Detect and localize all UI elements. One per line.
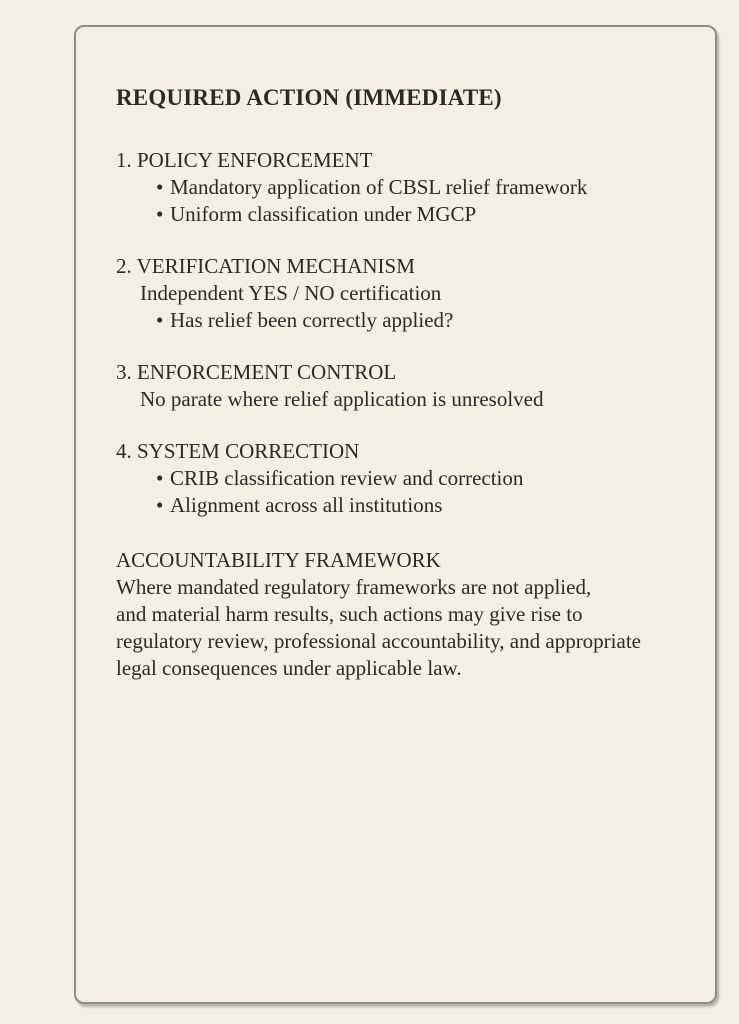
- section-heading: 4. SYSTEM CORRECTION: [116, 439, 360, 463]
- section-system-correction: [116, 438, 687, 519]
- section-enforcement-control: [116, 359, 687, 413]
- paragraph-line: and material harm results, such actions may give rise to: [116, 602, 583, 626]
- section-heading: 3. ENFORCEMENT CONTROL: [116, 360, 397, 384]
- bullet-text: Uniform classification under MGCP: [170, 202, 477, 226]
- section-policy-enforcement: [116, 147, 687, 228]
- section-accountability-framework: [116, 547, 687, 682]
- paragraph-line: legal consequences under applicable law.: [116, 656, 462, 680]
- bullet-icon: •: [156, 308, 164, 332]
- paragraph-line: Where mandated regulatory frameworks are not applied,: [116, 575, 592, 599]
- list-item: [116, 465, 687, 492]
- section-subline: No parate where relief application is unresolved: [140, 387, 544, 411]
- list-item: [116, 174, 687, 201]
- bullet-text: Mandatory application of CBSL relief framework: [170, 175, 588, 199]
- bullet-icon: •: [156, 466, 164, 490]
- section-heading: 1. POLICY ENFORCEMENT: [116, 148, 373, 172]
- list-item: [116, 201, 687, 228]
- list-item: [116, 492, 687, 519]
- bullet-text: Alignment across all institutions: [170, 493, 443, 517]
- section-heading: ACCOUNTABILITY FRAMEWORK: [116, 548, 441, 572]
- bullet-text: CRIB classification review and correction: [170, 466, 524, 490]
- section-heading: 2. VERIFICATION MECHANISM: [116, 254, 415, 278]
- bullet-icon: •: [156, 493, 164, 517]
- page-title: REQUIRED ACTION (IMMEDIATE): [116, 85, 502, 110]
- list-item: [116, 307, 687, 334]
- paragraph-line: regulatory review, professional accountability, and appropriate: [116, 629, 641, 653]
- bullet-icon: •: [156, 202, 164, 226]
- card-content: [76, 27, 715, 682]
- bullet-icon: •: [156, 175, 164, 199]
- section-verification-mechanism: [116, 253, 687, 334]
- section-subline: Independent YES / NO certification: [140, 281, 442, 305]
- content-card: [74, 25, 717, 1004]
- bullet-text: Has relief been correctly applied?: [170, 308, 454, 332]
